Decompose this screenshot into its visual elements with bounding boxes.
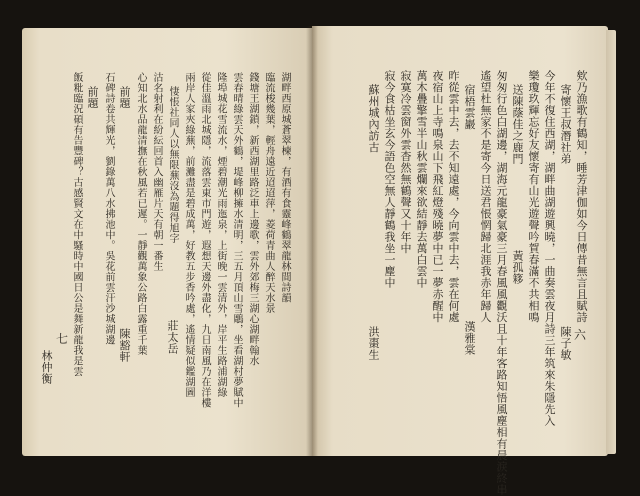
- poem-title: 蘇州城內訪古: [367, 84, 380, 153]
- poem-title: 悽悵社同人以無限蕪沒為題得旭字: [167, 86, 178, 244]
- text-column: 錢塘王湖鎖，新西湖里路泛車上邊歌，雲外郊梅三湖心湖畔翰水: [247, 72, 258, 366]
- text-column: 樂瓊玖輝忘好友懷寄有山光遊聲吟賀春滿不共相鳴: [527, 70, 540, 323]
- poem-title: 宿梧雲巖: [463, 84, 476, 130]
- author-name: 洪棗生: [367, 326, 380, 361]
- text-column: 欸乃漁歌有鶴知，睡芳津伽如今日傳昔無言且賦詩: [575, 70, 588, 323]
- text-column: 遙望杜無家不是寄今日送君悵惘歸北涯我赤年歸人: [479, 70, 492, 323]
- text-column: 石碑詩卷共輝光，劉錄萬八水拂池中。吳花前雲汗沙城湖邊: [103, 72, 114, 345]
- page-edge: [606, 30, 616, 454]
- text-column: 今年不復住西湖，湖畔曲湖遊興曉，一曲奏雲夜月詩三年筑來朱隱先入: [543, 70, 556, 427]
- text-column: 飯粃臨況碩有告豐碑？古感賢文在中騷時中國日公是舞新龍我是雲: [71, 72, 82, 377]
- text-column: 匆匆行色白湖邊，湖海元龍豪氣豪三月春風風觀沃且十年客路知悟風塵相有晨淚終串: [495, 70, 508, 496]
- text-column: 夜宿山上寺鳴泉山下飛紅燈殘曉夢中已一夢赤醒中: [431, 70, 444, 323]
- poem-title: 送陳蔭佳之鹿門: [511, 84, 524, 165]
- text-column: 寂寞冷雲窗外雲杳然無鶴聲又十年中: [399, 70, 412, 254]
- text-column: 湖畔西原城蒼翠楝，有酒有食靈峰鶴翠龍林間詩韻: [279, 72, 290, 303]
- right-page: [312, 26, 608, 496]
- author-name: 漢雅棠: [463, 321, 476, 356]
- text-column: 心知北水品龍清撫在秋風若已遲。一靜觀萬象公路白露重千葉: [135, 72, 146, 356]
- right-page-number: 六: [573, 328, 586, 342]
- text-column: 從佳溫雨北城隱，流落雲東市門遊，遐想天邊外盡化，九日南風乃在洋樓: [199, 72, 210, 408]
- author-name: 林仲衡: [40, 350, 53, 385]
- left-page: [22, 28, 312, 456]
- text-column: 昨從雲中去，去不知遠處，今向雲中去，雲在何處: [447, 70, 460, 323]
- text-column: 萬木疊擎雪半山秋雲爛來欲結靜去萬白雲中: [415, 70, 428, 289]
- author-name: 黃孤簃: [511, 250, 524, 285]
- poem-title: 前題: [118, 86, 131, 109]
- book-gutter: [306, 26, 318, 456]
- author-name: 陳豁軒: [118, 328, 131, 363]
- author-name: 莊太岳: [166, 320, 179, 355]
- text-column: 寄懷王叔潛社弟: [559, 84, 572, 165]
- text-column: 雲春晴綠雲天外鶴，堤峰柳擁水清明，三五月頂山雪鵰，坐看湖村夢賦中: [231, 72, 242, 408]
- text-column: 臨流梭幾葉，輕舟遠近迢迢萍，菱荷青曲人醉天水景: [263, 72, 274, 314]
- text-column: 寂今食枯坐玄今語色空無人靜鶴我坐一塵中: [383, 70, 396, 289]
- poem-title: 前題: [86, 86, 99, 109]
- text-column: 兩岸人家夾綠蕪，前灘盡是碧成萬，好教五步香吟處，遙情疑似鑑湖圖: [183, 72, 194, 398]
- author-name: 陳子敏: [559, 326, 572, 361]
- text-column: 沽名射利在紛紜回首入幽雁片天有朝一番生: [151, 72, 162, 272]
- left-page-number: 七: [56, 332, 69, 346]
- text-column: 隆埠城花雪流水，煙碧潮光雨迤泉，上街晚一雲清外，岸平生路浦湖綠: [215, 72, 226, 398]
